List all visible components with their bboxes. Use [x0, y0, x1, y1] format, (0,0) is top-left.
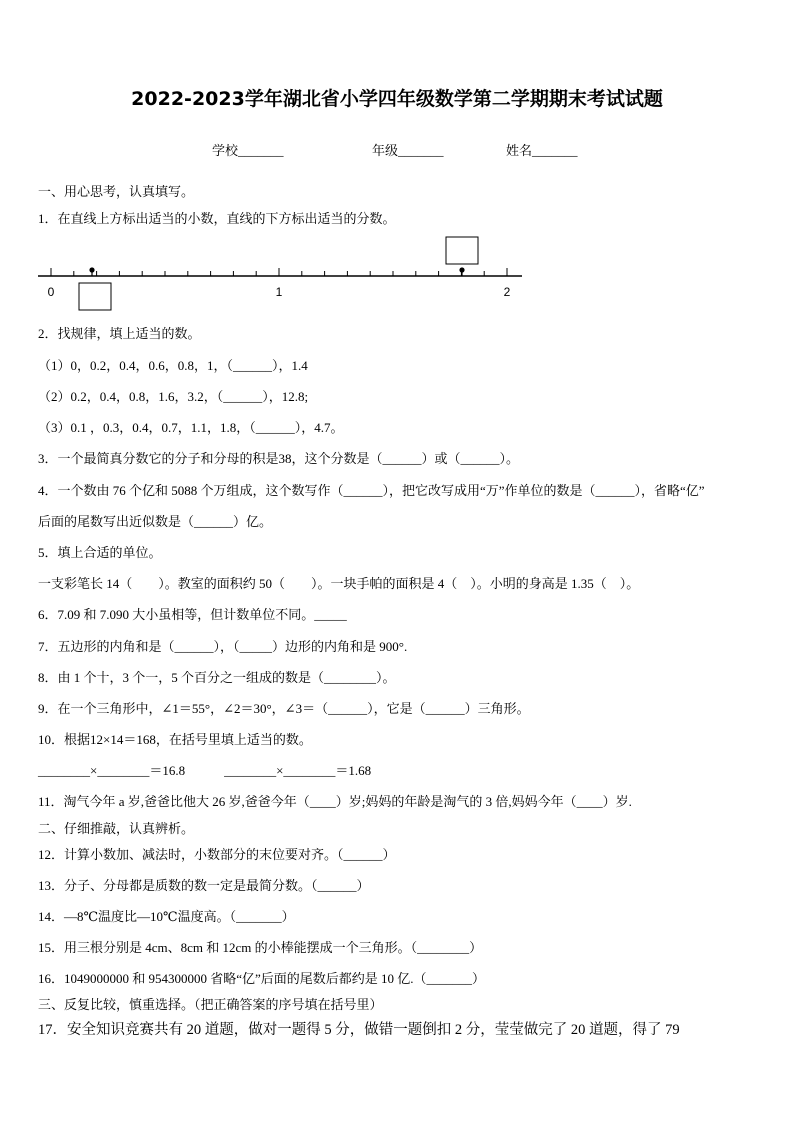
section-1-heading: 一、用心思考，认真填写。: [38, 184, 195, 199]
section-2-heading: 二、仔细推敲，认真辨析。: [38, 821, 195, 836]
question-5: 5．填上合适的单位。: [38, 545, 162, 560]
question-2-part-2: （2）0.2，0.4，0.8，1.6，3.2，（______），12.8;: [38, 389, 309, 404]
question-4-line-2: 后面的尾数写出近似数是（______）亿。: [38, 514, 273, 529]
section-3-heading: 三、反复比较，慎重选择。（把正确答案的序号填在括号里）: [38, 997, 383, 1012]
exam-title: 2022-2023学年湖北省小学四年级数学第二学期期末考试试题: [131, 88, 663, 110]
question-8: 8．由 1 个十，3 个一，5 个百分之一组成的数是（________）。: [38, 670, 396, 685]
question-17: 17．安全知识竞赛共有 20 道题，做对一题得 5 分，做错一题倒扣 2 分，莹莹做完了 20 道题，得了 79: [38, 1022, 680, 1038]
name-field: 姓名_______: [506, 143, 578, 158]
school-field: 学校_______: [212, 143, 284, 158]
question-11: 11．淘气今年 a 岁,爸爸比他大 26 岁,爸爸今年（____）岁;妈妈的年龄是淘气的 3 倍,妈妈今年（____）岁.: [38, 794, 632, 809]
grade-field: 年级_______: [372, 143, 444, 158]
question-10: 10．根据12×14＝168，在括号里填上适当的数。: [38, 732, 312, 747]
question-1: 1．在直线上方标出适当的小数，直线的下方标出适当的分数。: [38, 211, 396, 226]
question-2-part-3: （3）0.1 ，0.3，0.4，0.7，1.1，1.8，（______），4.7。: [38, 420, 344, 435]
question-3: 3．一个最简真分数它的分子和分母的积是38，这个分数是（______）或（______）。: [38, 451, 520, 466]
question-10-equations: ________×________＝16.8 ________×________＝1.68: [38, 763, 372, 778]
question-14: 14．—8℃温度比—10℃温度高。（_______）: [38, 909, 295, 924]
question-12: 12．计算小数加、减法时，小数部分的末位要对齐。（______）: [38, 847, 396, 862]
question-2: 2．找规律，填上适当的数。: [38, 326, 201, 341]
question-7: 7．五边形的内角和是（______），（_____）边形的内角和是 900°.: [38, 639, 408, 654]
number-line-label-1: 1: [275, 285, 283, 299]
question-9: 9．在一个三角形中，∠1＝55°，∠2＝30°，∠3＝（______），它是（______）三角形。: [38, 701, 530, 716]
number-line-figure: [36, 228, 526, 312]
answer-box-decimal[interactable]: [446, 237, 478, 264]
number-line-label-0: 0: [47, 285, 55, 299]
question-13: 13．分子、分母都是质数的数一定是最简分数。（______）: [38, 878, 370, 893]
question-15: 15．用三根分别是 4cm、8cm 和 12cm 的小棒能摆成一个三角形。（________）: [38, 940, 483, 955]
number-line-ticks: [51, 268, 507, 276]
answer-box-fraction[interactable]: [79, 283, 111, 310]
question-2-part-1: （1）0，0.2，0.4，0.6，0.8，1，（______），1.4: [38, 358, 308, 373]
number-line-label-2: 2: [503, 285, 511, 299]
question-4-line-1: 4．一个数由 76 个亿和 5088 个万组成，这个数写作（______），把它改写成用“万”作单位的数是（______），省略“亿”: [38, 483, 705, 498]
question-5-text: 一支彩笔长 14（ ）。教室的面积约 50（ ）。一块手帕的面积是 4（ ）。小明的身高是 1.35（ ）。: [38, 576, 640, 591]
question-16: 16．1049000000 和 954300000 省略“亿”后面的尾数后都约是 10 亿.（_______）: [38, 971, 486, 986]
question-6: 6．7.09 和 7.090 大小虽相等，但计数单位不同。_____: [38, 607, 347, 622]
